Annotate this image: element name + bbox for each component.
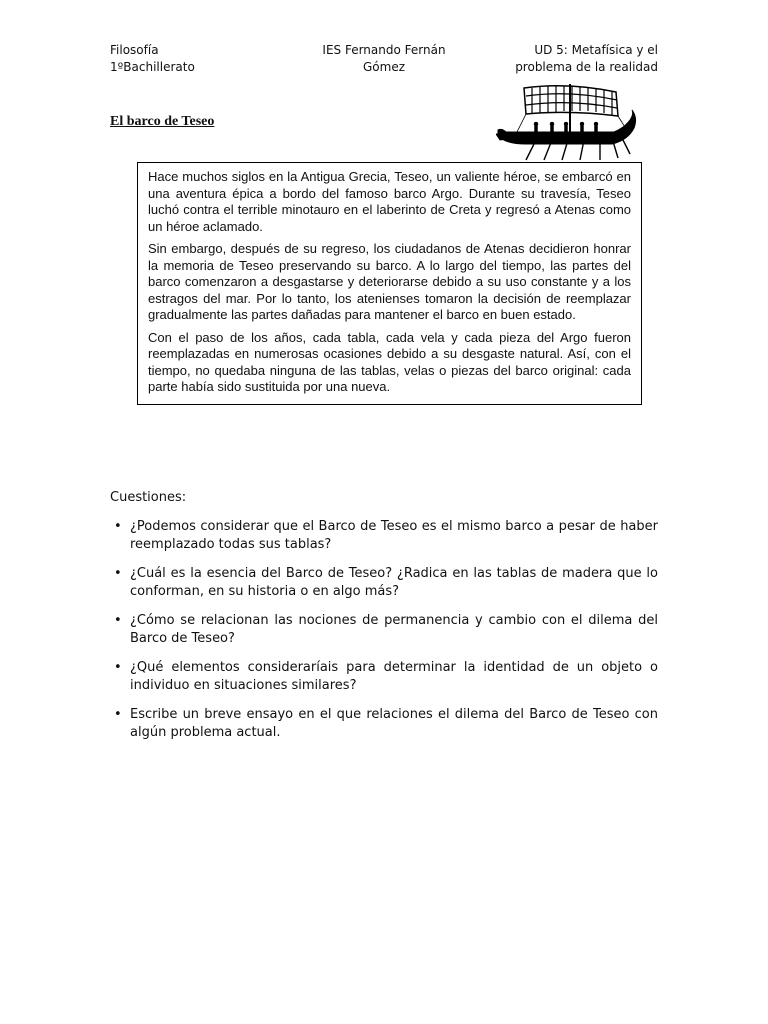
- story-paragraph: Hace muchos siglos en la Antigua Grecia, Teseo, un valiente héroe, se embarcó en una aventura épica a bordo del famoso barco Argo. Durante su travesía, Teseo luchó contra el terrible minotauro en el laberinto de Creta y regresó a Atenas como un héroe aclamado.: [148, 169, 631, 234]
- bullet-icon: •: [114, 519, 122, 534]
- question-item: [110, 518, 658, 554]
- question-item: [110, 565, 658, 601]
- header-course: 1ºBachillerato: [110, 60, 195, 74]
- header-subject-name: Filosofía: [110, 43, 159, 57]
- header-school: [300, 42, 468, 76]
- bullet-icon: •: [114, 566, 122, 581]
- story-paragraph: Con el paso de los años, cada tabla, cada vela y cada pieza del Argo fueron reemplazadas en numerosas ocasiones debido a su desgaste natural. Así, con el tiempo, no quedaba ninguna de las tablas, velas o piezas del barco original: cada parte había sido sustituida por una nueva.: [148, 329, 631, 394]
- header-school-line1: IES Fernando Fernán: [322, 43, 446, 57]
- question-text: ¿Podemos considerar que el Barco de Teseo es el mismo barco a pesar de haber reemplazado todas sus tablas?: [130, 519, 658, 552]
- header-unit: [515, 42, 658, 76]
- header-unit-line1: UD 5: Metafísica y el: [534, 43, 658, 57]
- question-text: ¿Cómo se relacionan las nociones de permanencia y cambio con el dilema del Barco de Teseo?: [130, 613, 658, 646]
- question-text: ¿Cuál es la esencia del Barco de Teseo? ¿Radica en las tablas de madera que lo conforman, en su historia o en algo más?: [130, 566, 658, 599]
- question-text: ¿Qué elementos consideraríais para determinar la identidad de un objeto o individuo en situaciones similares?: [130, 660, 658, 693]
- greek-ship-illustration: [496, 84, 642, 162]
- question-text: Escribe un breve ensayo en el que relaciones el dilema del Barco de Teseo con algún problema actual.: [130, 707, 658, 740]
- header-unit-line2: problema de la realidad: [515, 60, 658, 74]
- questions-heading: Cuestiones:: [110, 490, 187, 505]
- questions-list: [110, 518, 658, 753]
- page-title: El barco de Teseo: [110, 114, 215, 129]
- bullet-icon: •: [114, 707, 122, 722]
- header-subject: [110, 42, 195, 76]
- bullet-icon: •: [114, 660, 122, 675]
- header-school-line2: Gómez: [362, 60, 405, 74]
- question-item: [110, 612, 658, 648]
- story-paragraph: Sin embargo, después de su regreso, los ciudadanos de Atenas decidieron honrar la memoria de Teseo preservando su barco. A lo largo del tiempo, las partes del barco comenzaron a desgastarse y deteriorarse debido a su uso constante y a los estragos del mar. Por lo tanto, los atenienses tomaron la decisión de reemplazar gradualmente las partes dañadas para mantener el barco en buen estado.: [148, 241, 631, 322]
- bullet-icon: •: [114, 613, 122, 628]
- story-box: [137, 162, 642, 405]
- question-item: [110, 659, 658, 695]
- question-item: [110, 706, 658, 742]
